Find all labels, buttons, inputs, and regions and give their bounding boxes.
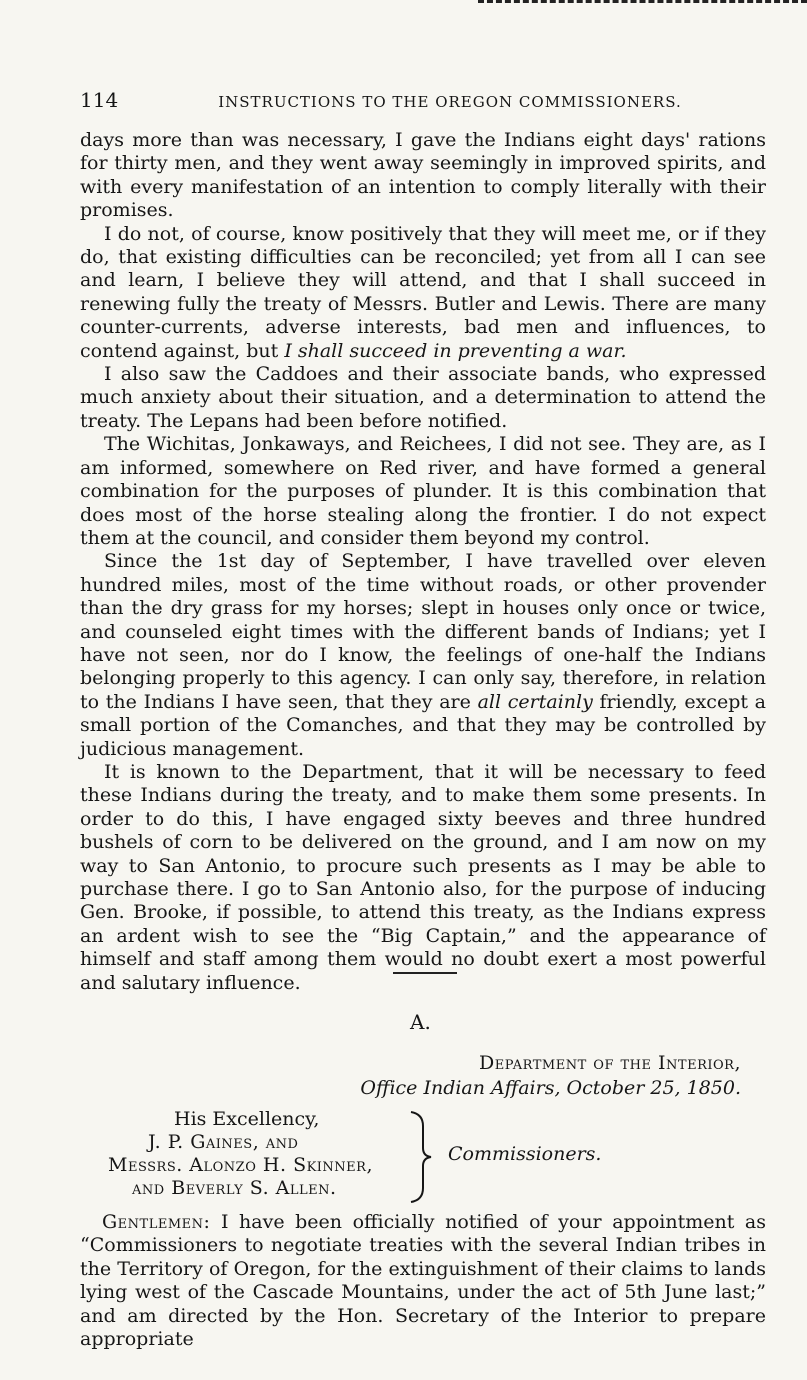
closing-text: I have been officially notified of your appointment as “Commissioners to negotiate treaties with the several Indian tribes in the Territory of Oregon, for the extinguishment of their claims to lands lying west of the Cascade Mountains, under the act of 5th June last;” and am directed by the Hon. Secretary of the Interior to prepare appropriate [80,1211,766,1351]
page-header [80,88,768,112]
letter-body [80,129,766,995]
addressee-line: Messrs. Alonzo H. Skinner, [108,1154,373,1176]
running-title: INSTRUCTIONS TO THE OREGON COMMISSIONERS. [218,93,682,111]
section-divider [393,972,457,974]
addressee-line: and Beverly S. Allen. [132,1177,337,1199]
addressee-line: J. P. Gaines, and [148,1131,299,1153]
addressee-block [100,1108,373,1200]
addressee-role: Commissioners. [448,1143,602,1165]
right-brace-icon [405,1110,435,1204]
closing-paragraph [80,1211,766,1351]
italic-phrase: I shall succeed in preventing a war. [284,339,627,362]
paragraph [80,223,766,363]
paragraph-text: Since the 1st day of September, I have travelled over eleven hundred miles, most of the time without roads, or other provender than the dry grass for my horses; slept in houses only once or twice, and counseled eight times with the different bands of Indians; yet I have not seen, nor do I know, the feelings of one-half the Indians belonging properly to this agency. I can only say, therefore, in relation to the Indians I have seen, that they are [80,550,766,713]
paragraph: days more than was necessary, I gave the Indians eight days' rations for thirty men, and they went away seemingly in improved spirits, and with every manifestation of an intention to comply literally with their promises. [80,129,766,222]
paragraph: I also saw the Caddoes and their associate bands, who expressed much anxiety about their situation, and a determination to attend the treaty. The Lepans had been before notified. [80,363,766,432]
dateline [360,1051,741,1101]
paragraph: It is known to the Department, that it will be necessary to feed these Indians during the treaty, and to make them some presents. In order to do this, I have engaged sixty beeves and three hundred bushels of corn to be delivered on the ground, and I am now on my way to San Antonio, to procure such presents as I may be able to purchase there. I go to San Antonio also, for the purpose of inducing Gen. Brooke, if possible, to attend this treaty, as the Indians express an ardent wish to see the “Big Captain,” and the appearance of himself and staff among them would no doubt exert a most powerful and salutary influence. [80,760,766,994]
paragraph-text: friendly, except a small portion of the Comanches, and that they may be controlled by judicious management. [80,690,767,760]
scan-edge-mark [478,0,807,11]
section-letter: A. [410,1010,431,1034]
salutation: Gentlemen: [102,1211,211,1233]
dateline-office-text: Office Indian Affairs, October 25, 1850. [360,1077,741,1099]
paragraph [80,550,766,761]
dateline-office [360,1076,741,1101]
addressee-line: His Excellency, [174,1108,320,1130]
italic-phrase: all certainly [477,690,593,713]
dateline-department: Department of the Interior, [479,1052,741,1074]
paragraph-text: I do not, of course, know positively that they will meet me, or if they do, that existing difficulties can be reconciled; yet from all I can see and learn, I believe they will attend, and that I shall succeed in renewing fully the treaty of Messrs. Butler and Lewis. There are many counter-currents, adverse interests, bad men and influences, to contend against, but [80,222,766,362]
paragraph: The Wichitas, Jonkaways, and Reichees, I did not see. They are, as I am informed, somewhere on Red river, and have formed a general combination for the purposes of plunder. It is this combination that does most of the horse stealing along the frontier. I do not expect them at the council, and consider them beyond my control. [80,433,766,549]
page-number: 114 [80,88,119,112]
